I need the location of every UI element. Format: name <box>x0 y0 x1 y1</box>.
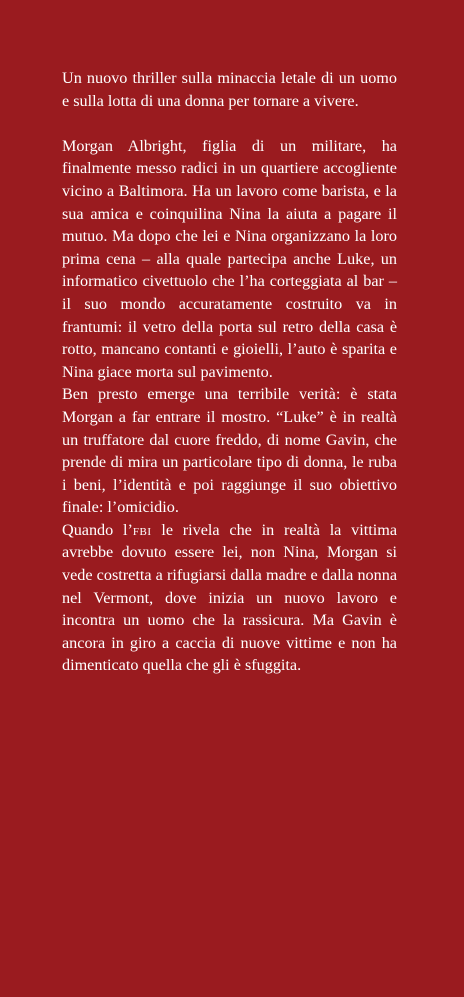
fbi-acronym: fbi <box>132 520 152 539</box>
paragraph-3-body: le rivela che in realtà la vittima avrebbe dovuto essere lei, non Nina, Morgan si vede costretta a rifugiarsi dalla madre e dalla nonna nel Vermont, dove inizia un nuovo lavoro e incontra un uomo che la rassicura. Ma Gavin è ancora in giro a caccia di nuove vittime e non ha dimenticato quella che gli è sfuggita. <box>62 520 398 675</box>
back-cover-blurb <box>62 67 397 677</box>
synopsis-paragraph-2: Ben presto emerge una terribile verità: è stata Morgan a far entrare il mostro. “Luke” è in realtà un truffatore dal cuore freddo, di nome Gavin, che prende di mira un particolare tipo di donna, le ruba i beni, l’identità e poi raggiunge il suo obiettivo finale: l’omicidio. <box>62 385 397 517</box>
synopsis-paragraph-3 <box>62 519 397 677</box>
paragraph-3-lead: Quando l’ <box>62 520 133 539</box>
tagline-paragraph: Un nuovo thriller sulla minaccia letale di un uomo e sulla lotta di una donna per tornare a vivere. <box>62 69 397 110</box>
synopsis-paragraph-1: Morgan Albright, figlia di un militare, ha finalmente messo radici in un quartiere accogliente vicino a Baltimora. Ha un lavoro come barista, e la sua amica e coinquilina Nina la aiuta a pagare il mutuo. Ma dopo che lei e Nina organizzano la loro prima cena – alla quale partecipa anche Luke, un informatico civettuolo che l’ha corteggiata al bar – il suo mondo accuratamente costruito va in frantumi: il vetro della porta sul retro della casa è rotto, mancano contanti e gioielli, l’auto è sparita e Nina giace morta sul pavimento. <box>62 136 397 381</box>
